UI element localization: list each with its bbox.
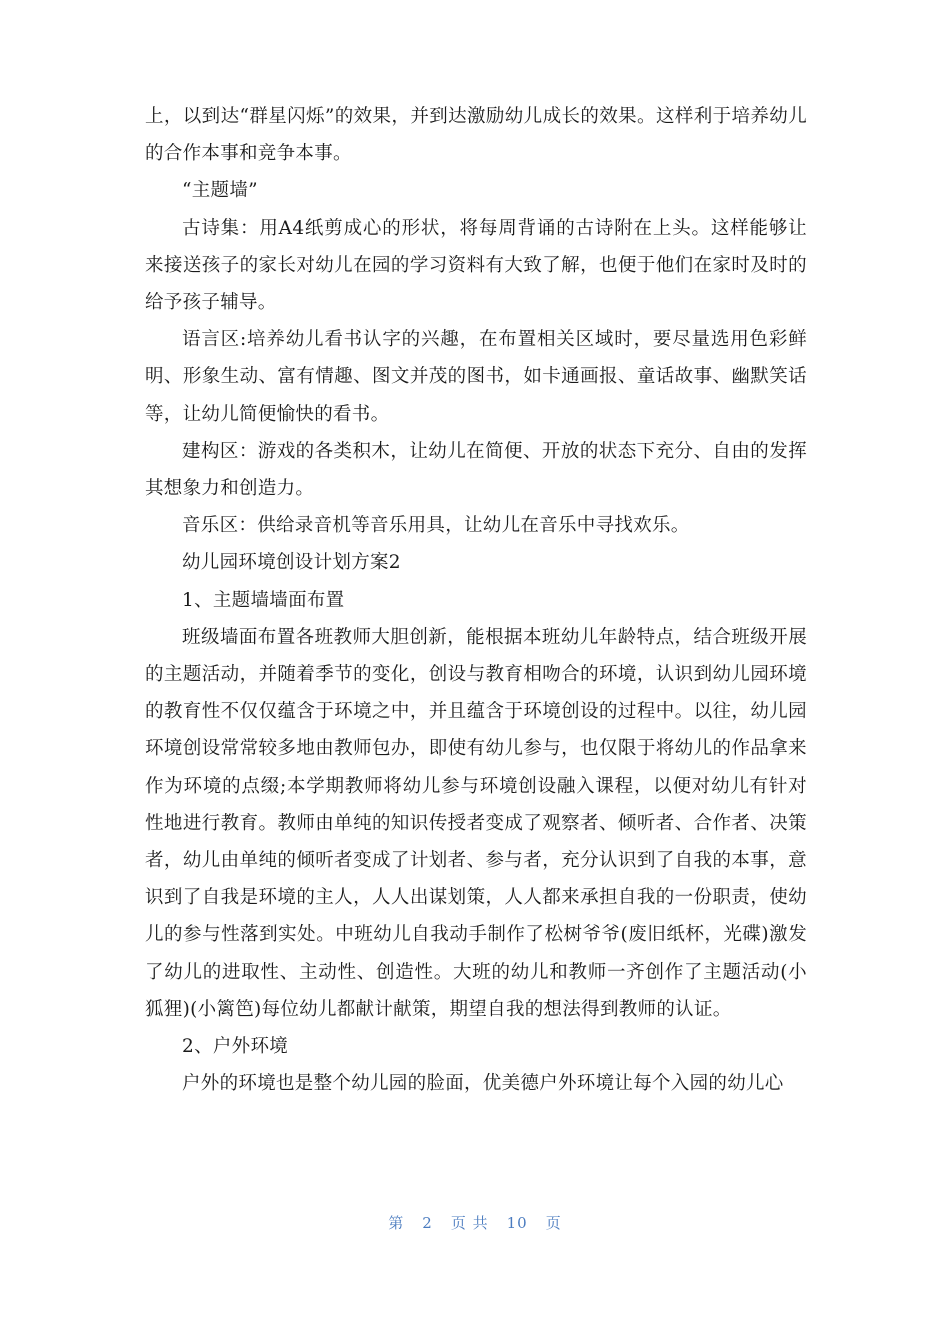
subsection-heading: 2、户外环境 xyxy=(182,1036,289,1058)
footer-label-ye: 页 xyxy=(545,1214,562,1232)
paragraph: 语言区:培养幼儿看书认字的兴趣，在布置相关区域时，要尽量选用色彩鲜明、形象生动、富有情趣、图文并茂的图书，如卡通画报、童话故事、幽默笑话等，让幼儿简便愉快的看书。 xyxy=(145,329,807,425)
footer-page-total: 10 xyxy=(506,1214,528,1232)
body-text xyxy=(145,98,807,1102)
paragraph: “主题墙” xyxy=(182,180,258,202)
footer-label-ye-gong: 页 共 xyxy=(450,1214,489,1232)
paragraph: 户外的环境也是整个幼儿园的脸面，优美德户外环境让每个入园的幼儿心 xyxy=(182,1073,784,1095)
subsection-heading: 1、主题墙墙面布置 xyxy=(182,589,345,611)
section-heading: 幼儿园环境创设计划方案2 xyxy=(182,552,401,574)
paragraph: 上，以到达“群星闪烁”的效果，并到达激励幼儿成长的效果。这样利于培养幼儿的合作本事和竞争本事。 xyxy=(145,106,807,165)
paragraph: 音乐区：供给录音机等音乐用具，让幼儿在音乐中寻找欢乐。 xyxy=(182,515,690,537)
page-footer xyxy=(0,1212,950,1233)
footer-page-current: 2 xyxy=(422,1214,433,1232)
footer-label-di: 第 xyxy=(388,1214,405,1232)
paragraph: 建构区：游戏的各类积木，让幼儿在简便、开放的状态下充分、自由的发挥其想象力和创造力。 xyxy=(145,440,807,500)
paragraph: 古诗集：用A4纸剪成心的形状，将每周背诵的古诗附在上头。这样能够让来接送孩子的家长对幼儿在园的学习资料有大致了解，也便于他们在家时及时的给予孩子辅导。 xyxy=(145,217,807,314)
paragraph: 班级墙面布置各班教师大胆创新，能根据本班幼儿年龄特点，结合班级开展的主题活动，并随着季节的变化，创设与教育相吻合的环境，认识到幼儿园环境的教育性不仅仅蕴含于环境之中，并且蕴含于环境创设的过程中。以往，幼儿园环境创设常常较多地由教师包办，即使有幼儿参与，也仅限于将幼儿的作品拿来作为环境的点缀;本学期教师将幼儿参与环境创设融入课程，以便对幼儿有针对性地进行教育。教师由单纯的知识传授者变成了观察者、倾听者、合作者、决策者，幼儿由单纯的倾听者变成了计划者、参与者，充分认识到了自我的本事，意识到了自我是环境的主人，人人出谋划策，人人都来承担自我的一份职责，使幼儿的参与性落到实处。中班幼儿自我动手制作了松树爷爷(废旧纸杯，光碟)激发了幼儿的进取性、主动性、创造性。大班的幼儿和教师一齐创作了主题活动(小狐狸)(小篱笆)每位幼儿都献计献策，期望自我的想法得到教师的认证。 xyxy=(145,626,807,1020)
